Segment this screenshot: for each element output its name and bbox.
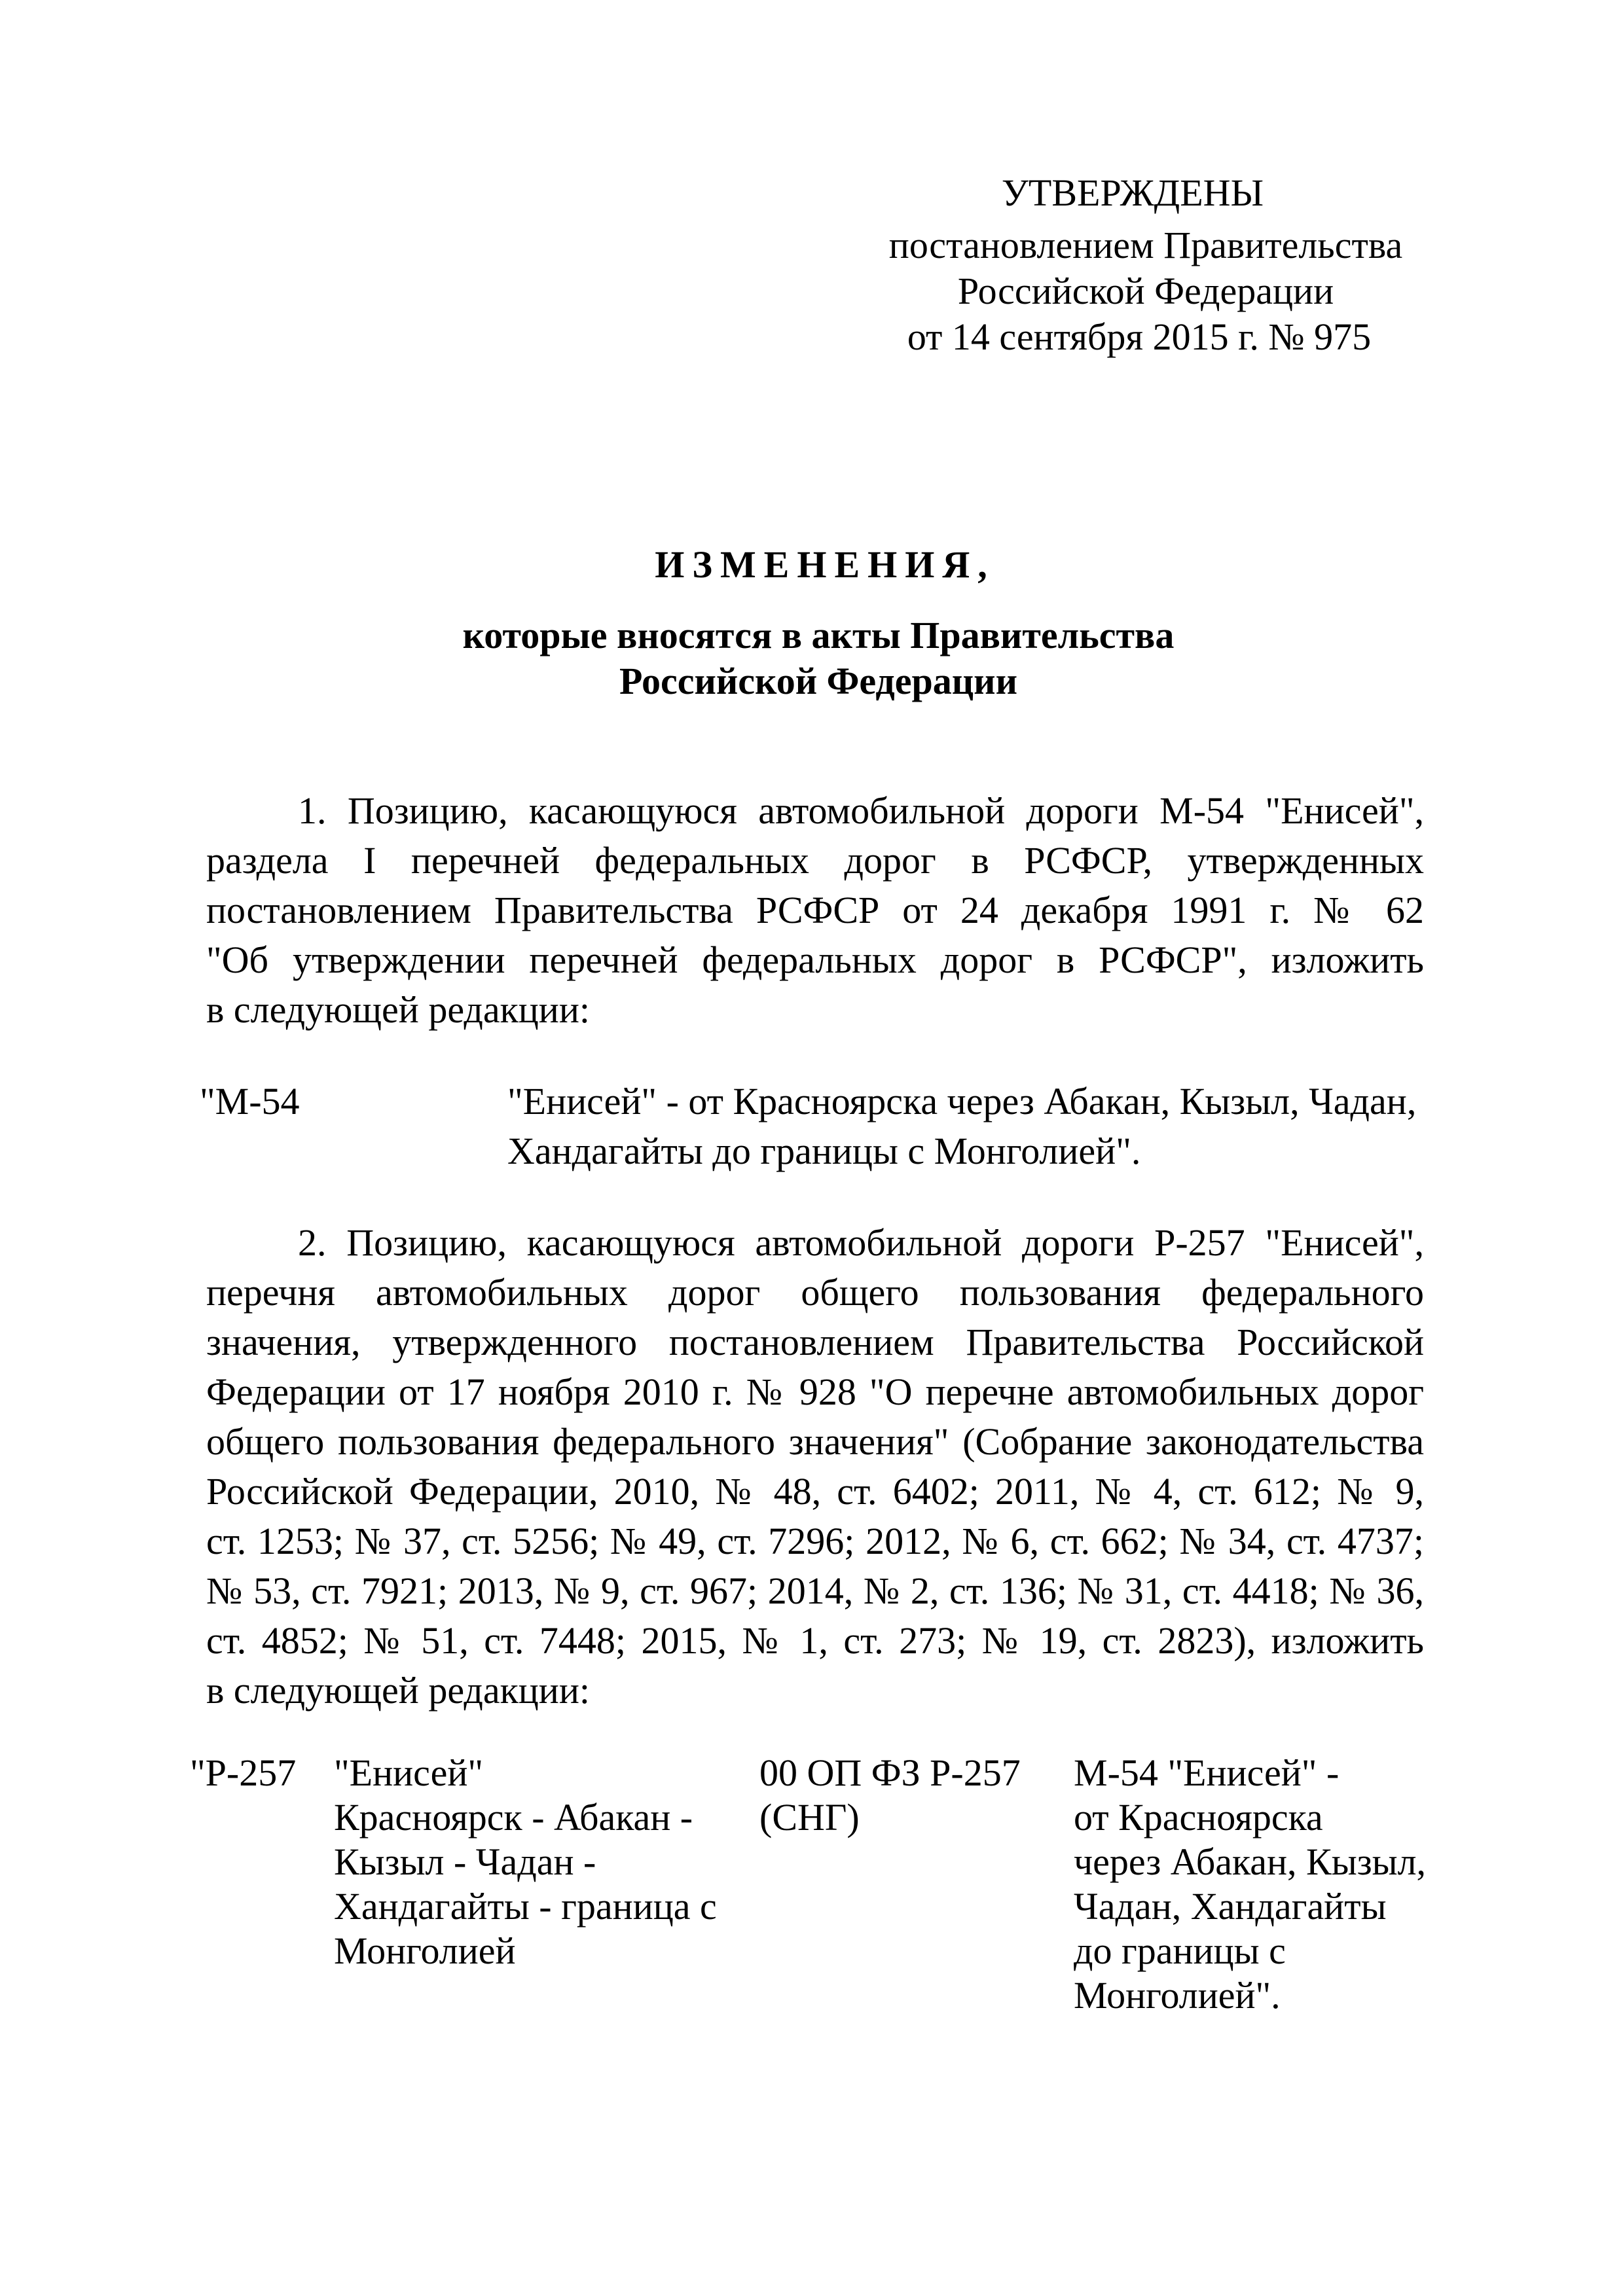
section2-line-5: общего пользования федерального значения" (Собрание законодательства xyxy=(206,1420,1424,1463)
section1-line-5: в следующей редакции: xyxy=(206,988,590,1031)
approval-line-2: Российской Федерации xyxy=(957,270,1334,312)
table-col2-line-2: Красноярск - Абакан - xyxy=(334,1796,693,1839)
approval-line-3: от 14 сентября 2015 г. № 975 xyxy=(907,315,1372,358)
table-col2-line-1: "Енисей" xyxy=(334,1751,484,1794)
entry-m54-code: "М-54 xyxy=(200,1080,300,1122)
table-col3-line-2: (СНГ) xyxy=(759,1796,860,1839)
section1-line-3: постановлением Правительства РСФСР от 24 декабря 1991 г. № 62 xyxy=(206,889,1424,931)
table-col4-line-6: Монголией". xyxy=(1074,1974,1281,2017)
section1-line-4: "Об утверждении перечней федеральных дорог в РСФСР", изложить xyxy=(206,939,1424,981)
entry-m54-desc-line-1: "Енисей" - от Красноярска через Абакан, Кызыл, Чадан, xyxy=(507,1080,1417,1122)
table-col4-line-5: до границы с xyxy=(1074,1929,1286,1972)
document-subtitle-line-2: Российской Федерации xyxy=(619,660,1018,702)
approval-line-1: постановлением Правительства xyxy=(888,224,1403,266)
section2-line-6: Российской Федерации, 2010, № 48, ст. 6402; 2011, № 4, ст. 612; № 9, xyxy=(206,1470,1424,1513)
table-col2-line-3: Кызыл - Чадан - xyxy=(334,1840,596,1883)
section2-line-3: значения, утвержденного постановлением Правительства Российской xyxy=(206,1321,1424,1363)
table-col4-line-2: от Красноярска xyxy=(1074,1796,1323,1839)
section2-line-8: № 53, ст. 7921; 2013, № 9, ст. 967; 2014, № 2, ст. 136; № 31, ст. 4418; № 36, xyxy=(206,1570,1424,1612)
document-subtitle-line-1: которые вносятся в акты Правительства xyxy=(462,614,1175,656)
table-col4-line-4: Чадан, Хандагайты xyxy=(1074,1885,1387,1928)
entry-m54-desc-line-2: Хандагайты до границы с Монголией". xyxy=(507,1130,1141,1172)
table-col1-line-1: "Р-257 xyxy=(190,1751,297,1794)
section1-line-1: 1. Позицию, касающуюся автомобильной дороги М-54 "Енисей", xyxy=(298,789,1424,832)
table-col2-line-5: Монголией xyxy=(334,1929,516,1972)
approval-title: УТВЕРЖДЕНЫ xyxy=(1001,171,1264,214)
section2-line-9: ст. 4852; № 51, ст. 7448; 2015, № 1, ст. 273; № 19, ст. 2823), изложить xyxy=(206,1619,1424,1662)
table-col4-line-1: М-54 "Енисей" - xyxy=(1074,1751,1340,1794)
section2-line-7: ст. 1253; № 37, ст. 5256; № 49, ст. 7296; 2012, № 6, ст. 662; № 34, ст. 4737; xyxy=(206,1520,1424,1562)
table-col4-line-3: через Абакан, Кызыл, xyxy=(1074,1840,1427,1883)
document-title: ИЗМЕНЕНИЯ, xyxy=(655,543,995,586)
section2-line-10: в следующей редакции: xyxy=(206,1669,590,1712)
section1-line-2: раздела I перечней федеральных дорог в РСФСР, утвержденных xyxy=(206,839,1424,882)
section2-line-1: 2. Позицию, касающуюся автомобильной дороги Р-257 "Енисей", xyxy=(298,1221,1424,1264)
section2-line-4: Федерации от 17 ноября 2010 г. № 928 "О перечне автомобильных дорог xyxy=(206,1371,1424,1413)
table-col2-line-4: Хандагайты - граница с xyxy=(334,1885,717,1928)
section2-line-2: перечня автомобильных дорог общего пользования федерального xyxy=(206,1271,1424,1314)
table-col3-line-1: 00 ОП ФЗ Р-257 xyxy=(759,1751,1021,1794)
